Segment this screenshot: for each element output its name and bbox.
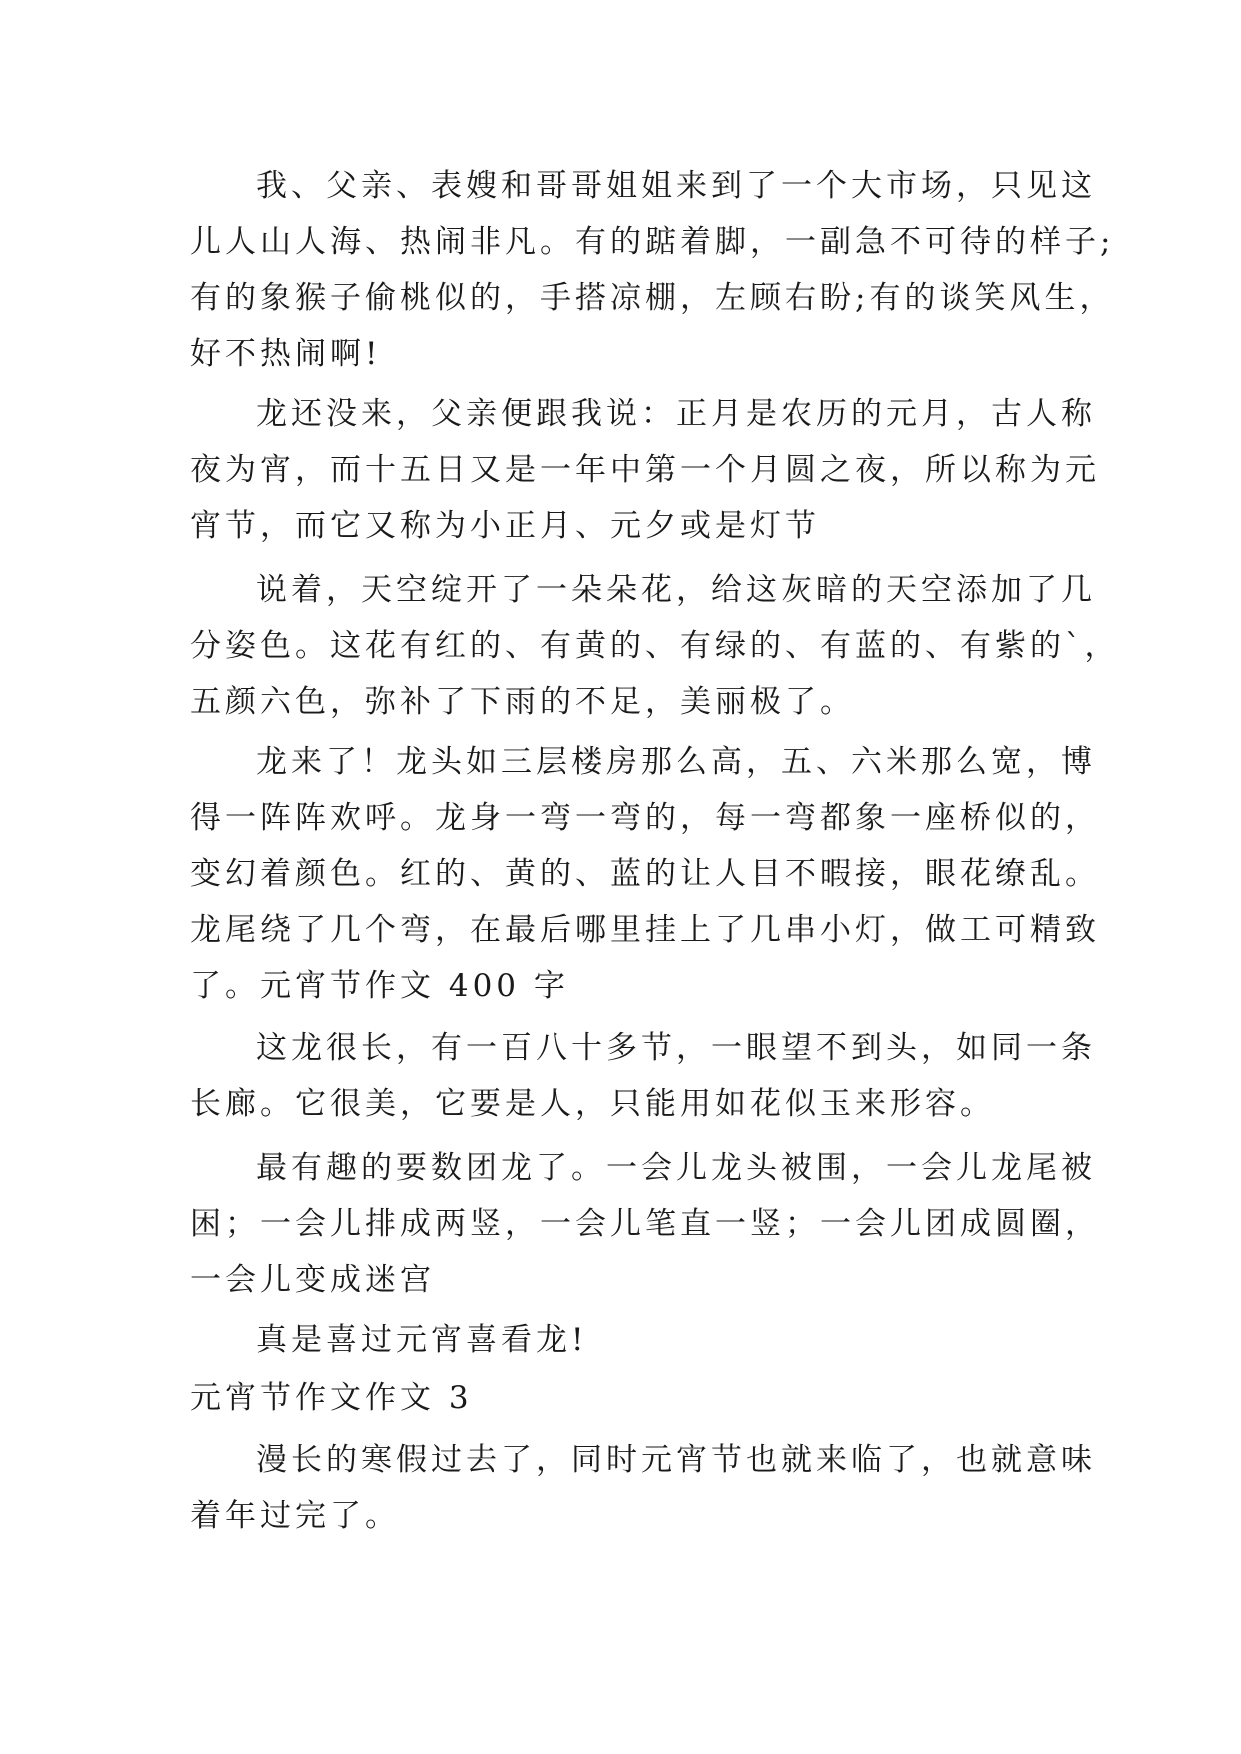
- paragraph-line: 着年过完了。: [190, 1498, 400, 1534]
- paragraph-line: 真是喜过元宵喜看龙!: [256, 1322, 588, 1358]
- section-title: 元宵节作文作文 3: [190, 1380, 473, 1416]
- paragraph-line: 说着，天空绽开了一朵朵花，给这灰暗的天空添加了几: [256, 572, 1096, 608]
- paragraph-line: 分姿色。这花有红的、有黄的、有绿的、有蓝的、有紫的`，: [190, 628, 1120, 664]
- paragraph-line: 最有趣的要数团龙了。一会儿龙头被围，一会儿龙尾被: [256, 1150, 1096, 1186]
- paragraph-line: 我、父亲、表嫂和哥哥姐姐来到了一个大市场，只见这: [256, 168, 1096, 204]
- paragraph-line: 龙来了！龙头如三层楼房那么高，五、六米那么宽，博: [256, 744, 1096, 780]
- paragraph-line: 宵节，而它又称为小正月、元夕或是灯节: [190, 508, 820, 544]
- paragraph-line: 夜为宵，而十五日又是一年中第一个月圆之夜，所以称为元: [190, 452, 1100, 488]
- paragraph-line: 得一阵阵欢呼。龙身一弯一弯的，每一弯都象一座桥似的，: [190, 800, 1100, 836]
- paragraph-line: 漫长的寒假过去了，同时元宵节也就来临了，也就意味: [256, 1442, 1096, 1478]
- paragraph-line: 困；一会儿排成两竖，一会儿笔直一竖；一会儿团成圆圈，: [190, 1206, 1100, 1242]
- paragraph-line: 了。元宵节作文 400 字: [190, 968, 569, 1004]
- paragraph-line: 这龙很长，有一百八十多节，一眼望不到头，如同一条: [256, 1030, 1096, 1066]
- paragraph-line: 龙还没来，父亲便跟我说：正月是农历的元月，古人称: [256, 396, 1096, 432]
- paragraph-line: 好不热闹啊!: [190, 336, 382, 372]
- paragraph-line: 儿人山人海、热闹非凡。有的踮着脚，一副急不可待的样子;: [190, 224, 1115, 260]
- paragraph-line: 五颜六色，弥补了下雨的不足，美丽极了。: [190, 684, 855, 720]
- paragraph-line: 有的象猴子偷桃似的，手搭凉棚，左顾右盼;有的谈笑风生，: [190, 280, 1115, 316]
- paragraph-line: 长廊。它很美，它要是人，只能用如花似玉来形容。: [190, 1086, 995, 1122]
- paragraph-line: 一会儿变成迷宫: [190, 1262, 435, 1298]
- paragraph-line: 龙尾绕了几个弯，在最后哪里挂上了几串小灯，做工可精致: [190, 912, 1100, 948]
- paragraph-line: 变幻着颜色。红的、黄的、蓝的让人目不暇接，眼花缭乱。: [190, 856, 1100, 892]
